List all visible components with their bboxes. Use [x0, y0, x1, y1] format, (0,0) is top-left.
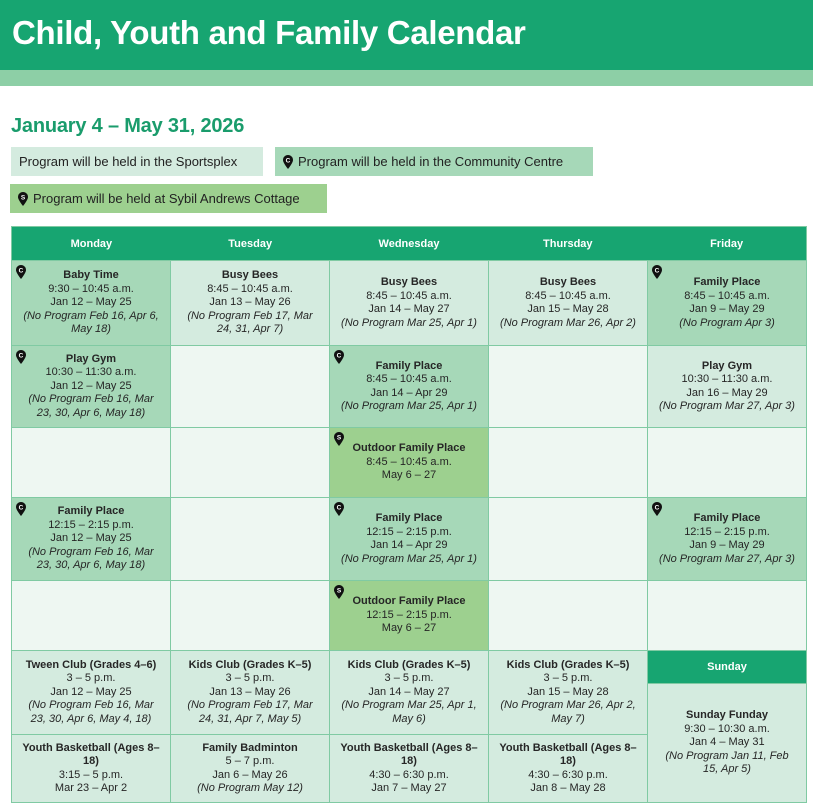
program-cell: [330, 428, 488, 497]
program-cell: [648, 261, 806, 345]
program-dates: May 6 – 27: [381, 469, 437, 482]
program-title: Kids Club (Grades K–5): [347, 658, 471, 671]
program-cell: [330, 735, 488, 802]
program-dates: Jan 4 – May 31: [689, 736, 765, 749]
program-cell: [489, 261, 647, 345]
empty-cell: [171, 498, 329, 580]
program-time: 8:45 – 10:45 a.m.: [684, 289, 770, 302]
program-title: Youth Basketball (Ages 8–18): [22, 741, 160, 767]
program-dates: Jan 16 – May 29: [686, 386, 768, 399]
program-dates: Jan 13 – May 26: [209, 296, 291, 309]
program-cell: [648, 498, 806, 580]
pin-c-icon: [652, 265, 662, 279]
svg-text:C: C: [654, 504, 660, 512]
program-cell: [489, 735, 647, 802]
day-header-row: [12, 227, 806, 260]
program-dates: Jan 12 – May 25: [50, 379, 132, 392]
program-note: (No Program Mar 25, Apr 1, May 6): [341, 699, 477, 725]
program-cell: [648, 346, 806, 427]
svg-text:C: C: [654, 267, 660, 275]
day-header-monday: Monday: [70, 237, 113, 250]
program-title: Busy Bees: [221, 269, 279, 282]
program-note: (No Program Mar 27, Apr 3): [659, 400, 795, 412]
program-note: (No Program Mar 26, Apr 2, May 7): [500, 699, 636, 725]
empty-cell: [489, 428, 647, 497]
program-time: 3:15 – 5 p.m.: [58, 768, 124, 781]
program-cell: [330, 261, 488, 345]
program-time: 8:45 – 10:45 a.m.: [207, 282, 293, 295]
program-dates: Jan 7 – May 27: [371, 782, 447, 794]
accent-band: [0, 70, 813, 86]
program-time: 12:15 – 2:15 p.m.: [684, 525, 770, 538]
program-title: Play Gym: [701, 359, 753, 372]
legend-label: Program will be held at Sybil Andrews Cottage: [33, 191, 300, 206]
program-note: (No Program Jan 11, Feb 15, Apr 5): [665, 749, 789, 776]
program-time: 10:30 – 11:30 a.m.: [681, 373, 773, 385]
svg-text:S: S: [336, 434, 342, 442]
program-title: Tween Club (Grades 4–6): [25, 658, 157, 671]
program-note: (No Program Feb 17, Mar 24, 31, Apr 7, May 5): [187, 699, 313, 725]
program-note: (No Program Mar 27, Apr 3): [659, 552, 795, 565]
program-time: 8:45 – 10:45 a.m.: [366, 455, 452, 468]
program-cell: [330, 346, 488, 427]
program-dates: Jan 9 – May 29: [689, 539, 765, 551]
program-time: 8:45 – 10:45 a.m.: [366, 289, 452, 302]
legend-label: Program will be held in the Community Centre: [298, 154, 564, 169]
legend-label: Program will be held in the Sportsplex: [19, 154, 238, 169]
empty-cell: [12, 428, 170, 497]
program-title: Youth Basketball (Ages 8–18): [499, 741, 637, 767]
program-time: 3 – 5 p.m.: [66, 672, 116, 685]
program-dates: Jan 6 – May 26: [212, 768, 288, 781]
program-title: Busy Bees: [380, 276, 438, 288]
empty-cell: [12, 581, 170, 650]
pin-c-icon: [334, 350, 344, 364]
program-time: 3 – 5 p.m.: [543, 672, 593, 685]
program-dates: Jan 12 – May 25: [50, 296, 132, 309]
program-title: Youth Basketball (Ages 8–18): [340, 741, 478, 767]
pin-s-icon: [18, 192, 28, 206]
program-title: Family Place: [693, 276, 761, 288]
program-title: Kids Club (Grades K–5): [188, 658, 312, 671]
svg-text:C: C: [18, 504, 24, 512]
program-dates: May 6 – 27: [381, 622, 437, 635]
program-dates: Jan 14 – May 27: [368, 685, 450, 698]
legend-cottage: [10, 184, 327, 213]
date-range-heading: January 4 – May 31, 2026: [11, 115, 245, 137]
empty-cell: [489, 346, 647, 427]
program-dates: Jan 15 – May 28: [527, 303, 609, 315]
program-title: Outdoor Family Place: [352, 595, 466, 608]
program-title: Baby Time: [63, 269, 119, 282]
program-time: 5 – 7 p.m.: [225, 755, 275, 767]
svg-text:C: C: [18, 267, 24, 275]
program-title: Outdoor Family Place: [352, 442, 466, 455]
title-banner: [0, 0, 813, 70]
page-title: Child, Youth and Family Calendar: [12, 14, 526, 51]
program-title: Family Place: [375, 359, 443, 372]
program-note: (No Program Mar 25, Apr 1): [341, 316, 477, 329]
program-cell: [12, 498, 170, 580]
program-time: 8:45 – 10:45 a.m.: [525, 289, 611, 302]
program-dates: Jan 13 – May 26: [209, 685, 291, 698]
program-dates: Jan 14 – May 27: [368, 303, 450, 315]
program-time: 9:30 – 10:30 a.m.: [684, 722, 770, 735]
svg-text:C: C: [18, 352, 24, 360]
day-header-tuesday: Tuesday: [228, 237, 273, 250]
day-header-sunday: Sunday: [648, 651, 806, 683]
pin-c-icon: [334, 502, 344, 516]
program-time: 12:15 – 2:15 p.m.: [366, 525, 452, 538]
program-dates: Jan 12 – May 25: [50, 685, 132, 698]
program-dates: Jan 15 – May 28: [527, 685, 609, 698]
program-cell: [330, 581, 488, 650]
program-cell: [171, 651, 329, 734]
program-dates: Jan 14 – Apr 29: [370, 539, 448, 551]
program-note: (No Program May 12): [197, 782, 303, 794]
program-note: (No Program Apr 3): [679, 316, 775, 329]
program-cell: [12, 651, 170, 734]
program-title: Family Place: [375, 512, 443, 524]
program-title: Sunday Funday: [686, 709, 768, 722]
program-title: Family Badminton: [202, 741, 298, 754]
calendar-grid: [11, 226, 807, 803]
program-cell: [171, 735, 329, 802]
program-dates: Jan 9 – May 29: [689, 303, 765, 315]
program-time: 9:30 – 10:45 a.m.: [48, 282, 134, 295]
program-note: (No Program Feb 16, Mar 23, 30, Apr 6, May 18): [28, 545, 154, 572]
program-cell: [330, 498, 488, 580]
program-dates: Jan 12 – May 25: [50, 532, 132, 545]
pin-c-icon: [16, 502, 26, 516]
svg-text:S: S: [20, 193, 26, 201]
program-note: (No Program Mar 25, Apr 1): [341, 552, 477, 565]
program-note: (No Program Feb 16, Mar 23, 30, Apr 6, May 4, 18): [28, 699, 154, 725]
day-header-thursday: Thursday: [543, 237, 593, 250]
day-header-wednesday: Wednesday: [378, 237, 440, 250]
program-time: 3 – 5 p.m.: [384, 672, 434, 685]
legend-community-centre: [275, 147, 593, 176]
program-cell: [12, 735, 170, 802]
pin-c-icon: [652, 502, 662, 516]
program-title: Family Place: [693, 512, 761, 524]
program-cell: [171, 261, 329, 345]
program-title: Family Place: [57, 505, 125, 518]
program-time: 12:15 – 2:15 p.m.: [366, 608, 452, 621]
program-note: (No Program Mar 26, Apr 2): [500, 316, 636, 329]
program-note: (No Program Feb 17, Mar 24, 31, Apr 7): [187, 309, 313, 336]
svg-text:S: S: [336, 587, 342, 595]
pin-c-icon: [16, 350, 26, 364]
svg-text:C: C: [336, 352, 342, 360]
program-note: (No Program Feb 16, Apr 6, May 18): [23, 309, 159, 336]
program-note: (No Program Mar 25, Apr 1): [341, 400, 477, 412]
empty-cell: [648, 428, 806, 497]
program-time: 4:30 – 6:30 p.m.: [528, 768, 608, 781]
program-time: 12:15 – 2:15 p.m.: [48, 518, 134, 531]
empty-cell: [171, 346, 329, 427]
legend-sportsplex: [11, 147, 263, 176]
program-cell: [12, 346, 170, 427]
pin-c-icon: [283, 155, 293, 169]
program-note: (No Program Feb 16, Mar 23, 30, Apr 6, May 18): [28, 393, 154, 419]
pin-c-icon: [16, 265, 26, 279]
day-header-friday: Friday: [710, 237, 744, 250]
program-time: 10:30 – 11:30 a.m.: [45, 366, 137, 379]
program-title: Busy Bees: [539, 276, 597, 288]
program-dates: Jan 8 – May 28: [530, 782, 606, 794]
program-dates: Mar 23 – Apr 2: [54, 782, 128, 794]
empty-cell: [171, 428, 329, 497]
pin-s-icon: [334, 585, 344, 599]
svg-text:C: C: [336, 504, 342, 512]
program-cell: [330, 651, 488, 734]
program-dates: Jan 14 – Apr 29: [370, 386, 448, 399]
empty-cell: [489, 498, 647, 580]
empty-cell: [489, 581, 647, 650]
program-time: 4:30 – 6:30 p.m.: [369, 768, 449, 781]
empty-cell: [648, 581, 806, 650]
program-cell: [12, 261, 170, 345]
program-title: Play Gym: [65, 352, 117, 365]
svg-text:C: C: [285, 156, 291, 164]
program-cell: [489, 651, 647, 734]
program-time: 8:45 – 10:45 a.m.: [366, 373, 452, 385]
program-cell-sunday: [648, 684, 806, 802]
empty-cell: [171, 581, 329, 650]
program-time: 3 – 5 p.m.: [225, 672, 275, 685]
pin-s-icon: [334, 432, 344, 446]
program-title: Kids Club (Grades K–5): [506, 658, 630, 671]
